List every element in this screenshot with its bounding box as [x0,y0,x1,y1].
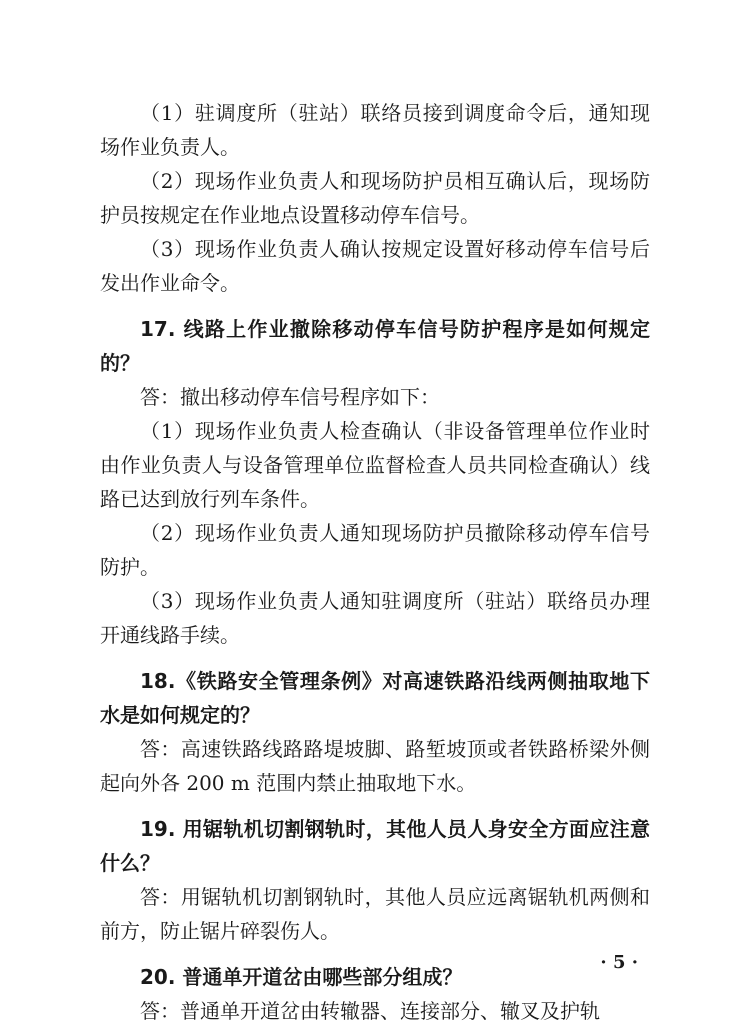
answer-paragraph: 答：撤出移动停车信号程序如下： [140,385,440,409]
answer-paragraph: 答：普通单开道岔由转辙器、连接部分、辙叉及护轨 [140,999,600,1023]
paragraph: （2）现场作业负责人和现场防护员相互确认后，现场防护员按规定在作业地点设置移动停车信号。 [100,169,650,227]
paragraph: （3）现场作业负责人通知驻调度所（驻站）联络员办理开通线路手续。 [100,589,650,647]
answer-paragraph: 答：用锯轨机切割钢轨时，其他人员应远离锯轨机两侧和前方，防止锯片碎裂伤人。 [100,885,650,943]
question-heading: 18.《铁路安全管理条例》对高速铁路沿线两侧抽取地下水是如何规定的？ [100,669,650,727]
page-body [100,96,650,1028]
paragraph: （3）现场作业负责人确认按规定设置好移动停车信号后发出作业命令。 [100,237,650,295]
paragraph: （1）现场作业负责人检查确认（非设备管理单位作业时由作业负责人与设备管理单位监督检查人员共同检查确认）线路已达到放行列车条件。 [100,419,650,511]
page-number: · 5 · [600,952,638,973]
question-heading: 20. 普通单开道岔由哪些部分组成？ [140,965,463,989]
paragraph: （2）现场作业负责人通知现场防护员撤除移动停车信号防护。 [100,521,650,579]
paragraph: （1）驻调度所（驻站）联络员接到调度命令后，通知现场作业负责人。 [100,101,650,159]
answer-paragraph: 答：高速铁路线路路堤坡脚、路堑坡顶或者铁路桥梁外侧起向外各 200 m 范围内禁止抽取地下水。 [100,737,650,795]
question-heading: 17. 线路上作业撤除移动停车信号防护程序是如何规定的？ [100,317,650,375]
question-heading: 19. 用锯轨机切割钢轨时，其他人员人身安全方面应注意什么？ [100,817,650,875]
